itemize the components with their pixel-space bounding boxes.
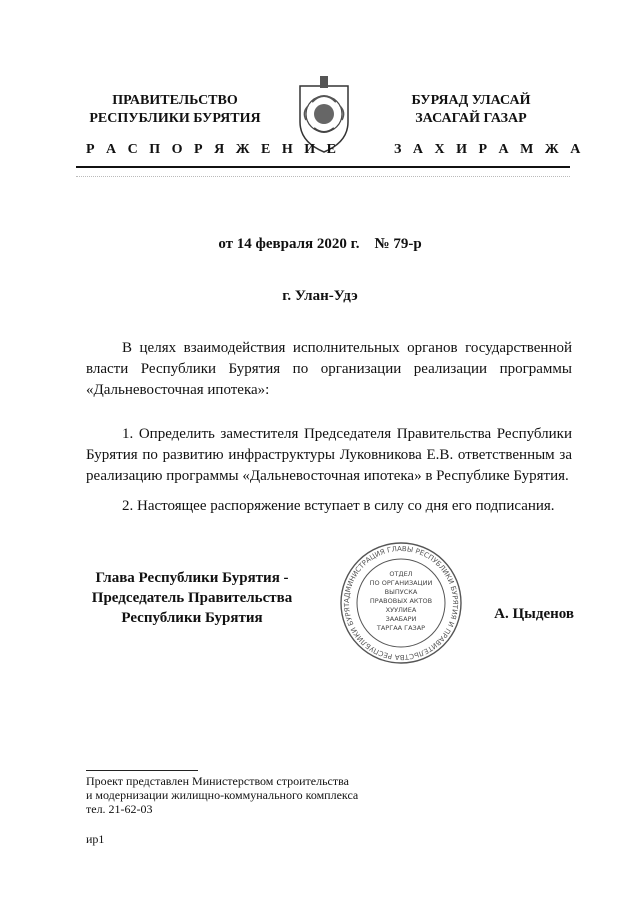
item-1-paragraph <box>86 424 572 487</box>
signatory-title-line3: Республики Бурятия <box>121 610 263 626</box>
official-stamp <box>338 540 464 666</box>
item-1-text: 1. Определить заместителя Председателя Правительства Республики Бурятия по развитию инфраструктуры Луковникова Е.В. ответственным за реализацию программы «Дальневосточная ипотека» в Республике Бурятия. <box>86 426 572 484</box>
item-2-text: 2. Настоящее распоряжение вступает в силу со дня его подписания. <box>122 498 555 514</box>
preamble-paragraph <box>86 338 572 401</box>
stamp-line2: ПО ОРГАНИЗАЦИИ <box>369 579 433 587</box>
header-right-line2: ЗАСАГАЙ ГАЗАР <box>415 111 527 126</box>
header-dotted-rule <box>76 176 570 178</box>
date-number-line: от 14 февраля 2020 г. № 79-р <box>218 236 422 252</box>
footer-note <box>86 774 406 816</box>
footer-line1: Проект представлен Министерством строительства <box>86 774 349 788</box>
doctype-left: Р А С П О Р Я Ж Е Н И Е <box>86 142 341 157</box>
header-right <box>376 92 566 128</box>
header-left-line2: РЕСПУБЛИКИ БУРЯТИЯ <box>89 111 261 126</box>
signatory-title <box>76 568 308 628</box>
stamp-line5: ХУУЛИЕА <box>385 606 417 614</box>
signatory-title-line2: Председатель Правительства <box>91 590 293 606</box>
stamp-ring-text: АДМИНИСТРАЦИЯ ГЛАВЫ РЕСПУБЛИКИ БУРЯТИЯ И ПРАВИТЕЛЬСТВА РЕСПУБЛИКИ БУРЯТ <box>342 544 460 662</box>
stamp-line4: ПРАВОВЫХ АКТОВ <box>369 597 433 605</box>
city-line: г. Улан-Удэ <box>282 288 358 304</box>
stamp-line1: ОТДЕЛ <box>389 570 413 578</box>
header-right-line1: БУРЯАД УЛАСАЙ <box>411 93 531 108</box>
doctype-right: З А Х И Р А М Ж А <box>394 142 585 157</box>
header-left-line1: ПРАВИТЕЛЬСТВО <box>112 93 238 108</box>
footer-initials: ир1 <box>86 832 105 846</box>
footer-line3: тел. 21-62-03 <box>86 802 153 816</box>
preamble-text: В целях взаимодействия исполнительных органов государственной власти Республики Бурятия по организации реализации программы «Дальневосточная ипотека»: <box>86 340 572 398</box>
item-2-paragraph <box>86 496 572 517</box>
signatory-title-line1: Глава Республики Бурятия - <box>95 570 289 586</box>
stamp-line7: ТАРГАА ГАЗАР <box>376 624 426 632</box>
stamp-line6: ЗААБАРИ <box>385 615 417 623</box>
stamp-line3: ВЫПУСКА <box>384 588 418 596</box>
footer-line2: и модернизации жилищно-коммунального комплекса <box>86 788 359 802</box>
header-rule <box>76 166 570 168</box>
header-left <box>80 92 270 128</box>
footer-rule <box>86 770 198 771</box>
signatory-name: А. Цыденов <box>494 606 574 622</box>
